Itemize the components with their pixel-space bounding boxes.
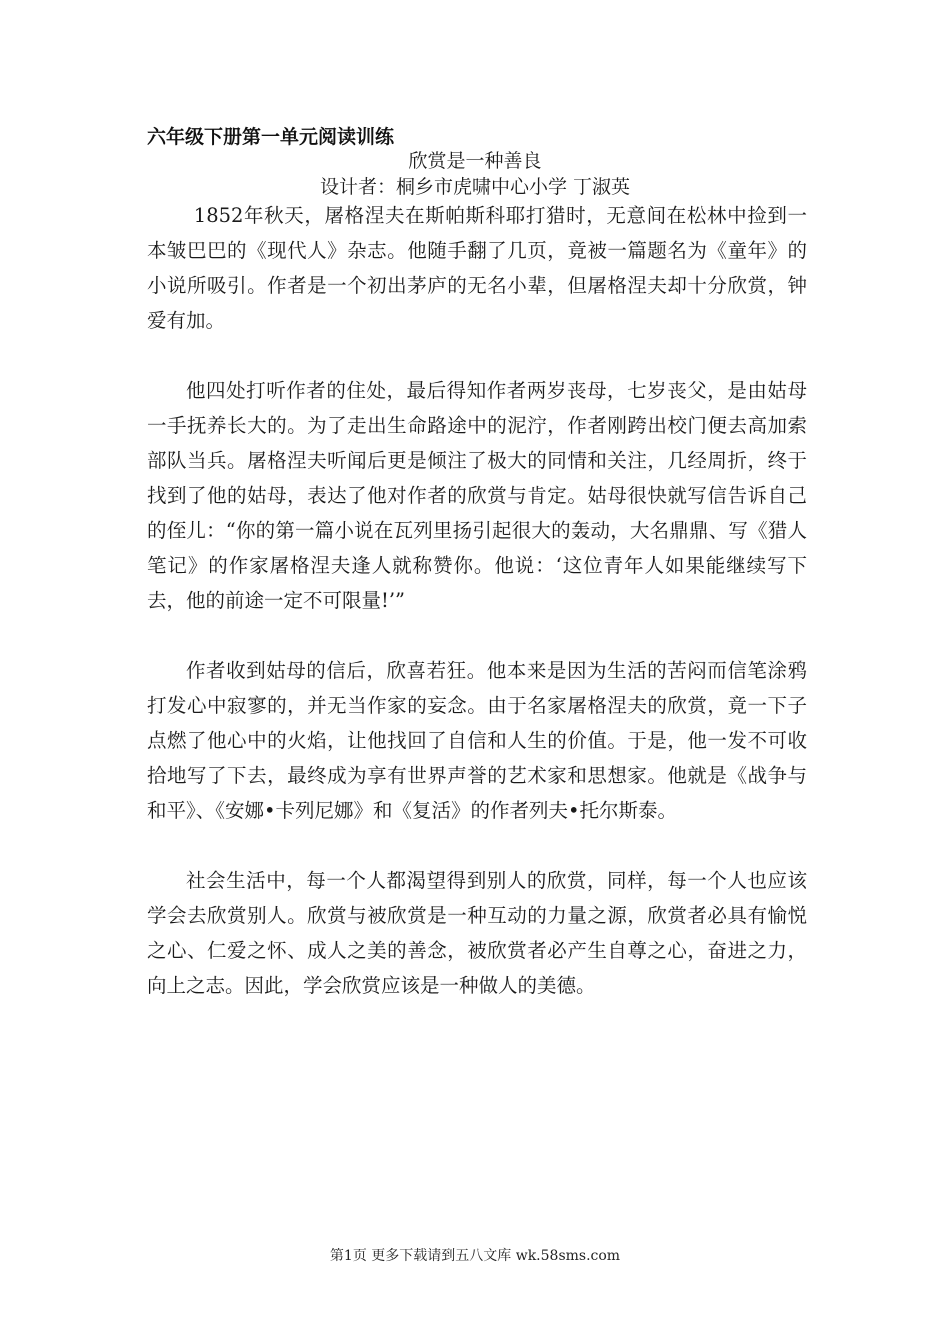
paragraph-4: 社会生活中，每一个人都渴望得到别人的欣赏，同样，每一个人也应该学会去欣赏别人。欣赏与被欣赏是一种互动的力量之源，欣赏者必具有愉悦之心、仁爱之怀、成人之美的善念，被欣赏者必产生自尊之心，奋进之力，向上之志。因此，学会欣赏应该是一种做人的美德。 — [147, 869, 807, 997]
paragraph-1: 1852年秋天，屠格涅夫在斯帕斯科耶打猎时，无意间在松林中捡到一本皱巴巴的《现代人》杂志。他随手翻了几页，竟被一篇题名为《童年》的小说所吸引。作者是一个初出茅庐的无名小辈，但屠格涅夫却十分欣赏，钟爱有加。 — [147, 204, 807, 332]
article-title: 欣赏是一种善良 — [408, 150, 542, 172]
paragraph-2: 他四处打听作者的住处，最后得知作者两岁丧母，七岁丧父，是由姑母一手抚养长大的。为了走出生命路途中的泥泞，作者刚跨出校门便去高加索部队当兵。屠格涅夫听闻后更是倾注了极大的同情和关注，几经周折，终于找到了他的姑母，表达了他对作者的欣赏与肯定。姑母很快就写信告诉自己的侄儿：“你的第一篇小说在瓦列里扬引起很大的轰动，大名鼎鼎、写《猎人笔记》的作家屠格涅夫逢人就称赞你。他说：‘这位青年人如果能继续写下去，他的前途一定不可限量!’” — [147, 379, 807, 612]
unit-title: 六年级下册第一单元阅读训练 — [147, 126, 395, 148]
page-footer: 第1页 更多下载请到五八文库 wk.58sms.com — [329, 1248, 621, 1264]
paragraph-3: 作者收到姑母的信后，欣喜若狂。他本来是因为生活的苦闷而信笔涂鸦打发心中寂寥的，并无当作家的妄念。由于名家屠格涅夫的欣赏，竟一下子点燃了他心中的火焰，让他找回了自信和人生的价值。于是，他一发不可收拾地写了下去，最终成为享有世界声誉的艺术家和思想家。他就是《战争与和平》、《安娜•卡列尼娜》和《复活》的作者列夫•托尔斯泰。 — [147, 659, 807, 822]
paragraph-gap — [147, 828, 807, 863]
paragraph-gap — [147, 618, 807, 653]
paragraph-gap — [147, 338, 807, 373]
article-body — [147, 198, 807, 1003]
designer-line: 设计者：桐乡市虎啸中心小学 丁淑英 — [319, 176, 631, 198]
